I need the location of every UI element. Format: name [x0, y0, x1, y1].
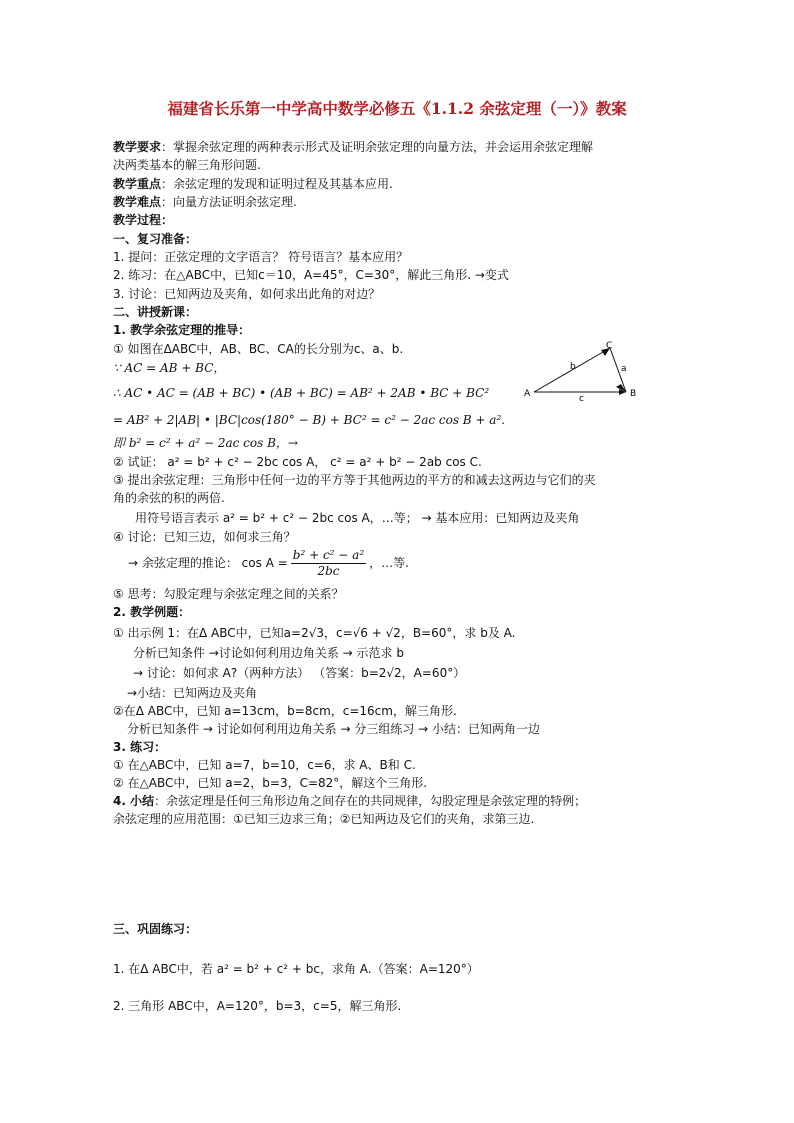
requirements-line-2: 决两类基本的解三角形问题. [113, 158, 261, 172]
difficulty-text: ：向量方法证明余弦定理. [161, 195, 297, 209]
vertex-c-label: C [606, 341, 613, 351]
derivation-line-7b: 角的余弦的积的两倍. [113, 491, 225, 505]
process-label: 教学过程 [113, 213, 162, 227]
corollary-numerator: b² + c² − a² [292, 548, 365, 562]
corollary-fraction [291, 548, 366, 579]
requirements-label: 教学要求 [113, 140, 162, 154]
example-1-discussion: → 讨论：如何求 A?（两种方法） （答案：b=2√2，A=60°） [133, 666, 466, 680]
section-review-heading: 一、复习准备： [113, 232, 198, 246]
summary-text: ：余弦定理是任何三角形边角之间存在的共同规律，勾股定理是余弦定理的特例； [154, 794, 587, 808]
process-colon: ： [161, 213, 174, 227]
review-item-1: 1. 提问：正弦定理的文字语言？ 符号语言？基本应用？ [113, 250, 409, 264]
derivation-line-11: ⑤ 思考：勾股定理与余弦定理之间的关系？ [113, 587, 344, 601]
examples-heading: 2. 教学例题： [113, 605, 191, 619]
side-a-label: a [621, 364, 627, 374]
derivation-line-8: 用符号语言表示 a² = b² + c² − 2bc cos A，…等； → 基本应用：已知两边及夹角 [135, 511, 580, 525]
summary-line-1 [113, 794, 586, 809]
example-1-analysis: 分析已知条件 →讨论如何利用边角关系 → 示范求 b [133, 646, 404, 660]
example-2-line: ②在Δ ABC中，已知 a=13cm，b=8cm，c=16cm，解三角形. [113, 704, 457, 718]
review-item-2: 2. 练习：在△ABC中，已知c＝10，A=45°，C=30°，解此三角形. →变式 [113, 268, 509, 282]
practice-item-2: ② 在△ABC中，已知 a=2，b=3，C=82°，解这个三角形. [113, 776, 428, 790]
derivation-line-1: ① 如图在ΔABC中，AB、BC、CA的长分别为c、a、b. [113, 342, 404, 356]
requirements-line-1 [113, 140, 593, 155]
derivation-heading: 1. 教学余弦定理的推导： [113, 323, 251, 337]
document-title: 福建省长乐第一中学高中数学必修五《1.1.2 余弦定理（一）》教案 [167, 99, 627, 118]
section-new-lesson-heading: 二、讲授新课： [113, 305, 198, 319]
summary-label: 4. 小结 [113, 794, 155, 808]
corollary-line [128, 548, 409, 579]
example-2-analysis: 分析已知条件 → 讨论如何利用边角关系 → 分三组练习 → 小结：已知两角一边 [127, 722, 541, 736]
consolidation-item-2: 2. 三角形 ABC中，A=120°，b=3，c=5，解三角形. [113, 999, 402, 1013]
side-c-label: c [579, 394, 584, 402]
consolidation-item-1: 1. 在Δ ABC中，若 a² = b² + c² + bc，求角 A.（答案：A=120°） [113, 962, 479, 976]
example-1-line: ① 出示例 1：在Δ ABC中，已知a=2√3，c=√6 + √2，B=60°，求 b及 A. [113, 626, 516, 640]
summary-line-2: 余弦定理的应用范围：①已知三边求三角；②已知两边及它们的夹角，求第三边. [113, 812, 535, 826]
review-item-3: 3. 讨论：已知两边及夹角，如何求出此角的对边？ [113, 287, 381, 301]
key-points-line [113, 177, 393, 192]
triangle-figure [518, 340, 648, 402]
key-points-label: 教学重点 [113, 177, 162, 191]
practice-heading: 3. 练习： [113, 740, 167, 754]
requirements-text: ：掌握余弦定理的两种表示形式及证明余弦定理的向量方法，并会运用余弦定理解 [161, 140, 594, 154]
process-heading [113, 213, 173, 228]
derivation-line-6: ② 试证： a² = b² + c² − 2bc cos A， c² = a² + b² − 2ab cos C. [113, 455, 482, 469]
practice-item-1: ① 在△ABC中，已知 a=7，b=10，c=6，求 A、B和 C. [113, 758, 416, 772]
difficulty-line [113, 195, 297, 210]
vertex-b-label: B [630, 389, 637, 399]
corollary-denominator: 2bc [317, 564, 340, 578]
derivation-line-5: 即 b² = c² + a² − 2ac cos B，→ [113, 436, 298, 450]
difficulty-label: 教学难点 [113, 195, 162, 209]
derivation-line-9: ④ 讨论：已知三边，如何求三角？ [113, 530, 296, 544]
corollary-suffix: ，…等. [369, 556, 409, 570]
derivation-line-7a: ③ 提出余弦定理：三角形中任何一边的平方等于其他两边的平方的和减去这两边与它们的夹 [113, 473, 596, 487]
derivation-line-2: ∵ AC = AB + BC， [113, 361, 226, 375]
derivation-line-3: ∴ AC • AC = (AB + BC) • (AB + BC) = AB² + 2AB • BC + BC² [113, 386, 490, 400]
corollary-prefix: → 余弦定理的推论： cos A = [128, 556, 288, 570]
key-points-text: ：余弦定理的发现和证明过程及其基本应用. [161, 177, 393, 191]
example-1-summary: →小结：已知两边及夹角 [127, 686, 258, 700]
section-consolidation-heading: 三、巩固练习： [113, 922, 198, 936]
side-b-label: b [570, 362, 576, 372]
vertex-a-label: A [524, 389, 531, 399]
derivation-line-4: = AB² + 2|AB| • |BC|cos(180° − B) + BC² = c² − 2ac cos B + a². [113, 413, 506, 427]
